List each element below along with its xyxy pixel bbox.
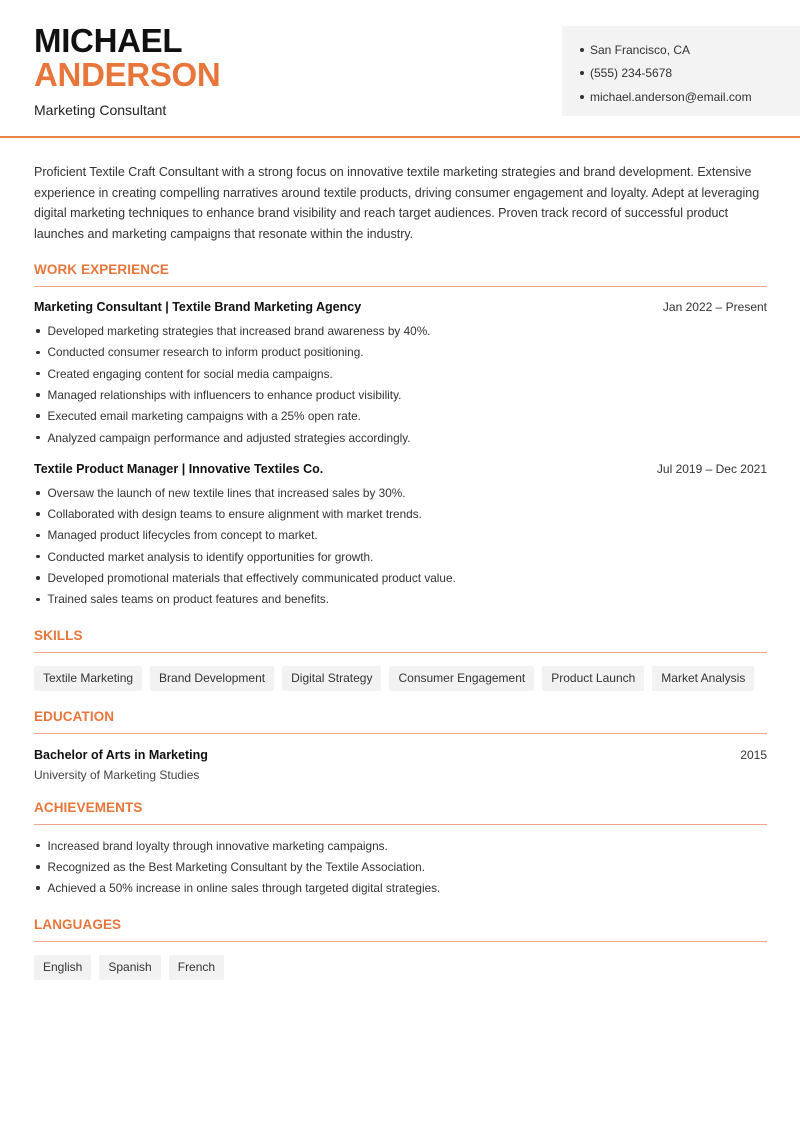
bullet-icon xyxy=(36,436,40,440)
bullet-icon xyxy=(36,491,40,495)
list-item: Created engaging content for social media campaigns. xyxy=(34,363,767,384)
bullet-icon xyxy=(36,372,40,376)
list-item: Managed product lifecycles from concept to market. xyxy=(34,525,767,546)
contact-phone xyxy=(580,62,800,86)
bullet-icon xyxy=(36,393,40,397)
section-title: WORK EXPERIENCE xyxy=(34,262,767,287)
bullet-icon xyxy=(36,886,40,890)
achievements-section xyxy=(34,800,767,899)
bullet-icon xyxy=(580,71,584,75)
bullet-icon xyxy=(36,329,40,333)
job-role: Marketing Consultant | Textile Brand Marketing Agency xyxy=(34,300,362,315)
list-item: Conducted market analysis to identify opportunities for growth. xyxy=(34,546,767,567)
skill-tag: Digital Strategy xyxy=(282,666,381,691)
job-bullets xyxy=(34,320,767,448)
language-tag: English xyxy=(34,955,91,980)
language-tag: French xyxy=(169,955,224,980)
name-block xyxy=(34,24,220,118)
graduation-year: 2015 xyxy=(740,747,767,762)
list-item: Increased brand loyalty through innovative marketing campaigns. xyxy=(34,835,767,856)
skill-tags xyxy=(34,666,767,691)
list-item: Executed email marketing campaigns with a 25% open rate. xyxy=(34,406,767,427)
list-item: Analyzed campaign performance and adjusted strategies accordingly. xyxy=(34,427,767,448)
contact-box xyxy=(562,26,800,116)
section-title: ACHIEVEMENTS xyxy=(34,800,767,825)
skill-tag: Product Launch xyxy=(542,666,644,691)
list-item: Developed marketing strategies that increased brand awareness by 40%. xyxy=(34,320,767,341)
location-text: San Francisco, CA xyxy=(590,42,691,57)
bullet-icon xyxy=(36,865,40,869)
contact-email xyxy=(580,85,800,109)
list-item: Conducted consumer research to inform product positioning. xyxy=(34,342,767,363)
list-item: Oversaw the launch of new textile lines that increased sales by 30%. xyxy=(34,482,767,503)
bullet-icon xyxy=(36,598,40,602)
last-name: ANDERSON xyxy=(34,56,221,93)
email-text: michael.anderson@email.com xyxy=(590,89,752,104)
skill-tag: Brand Development xyxy=(150,666,274,691)
education-section xyxy=(34,709,767,782)
list-item: Achieved a 50% increase in online sales through targeted digital strategies. xyxy=(34,878,767,899)
achievement-list xyxy=(34,835,767,899)
list-item: Collaborated with design teams to ensure alignment with market trends. xyxy=(34,503,767,524)
language-tag: Spanish xyxy=(99,955,160,980)
bullet-icon xyxy=(36,576,40,580)
bullet-icon xyxy=(36,512,40,516)
list-item: Trained sales teams on product features and benefits. xyxy=(34,589,767,610)
languages-section xyxy=(34,917,767,980)
skills-section xyxy=(34,628,767,691)
section-title: EDUCATION xyxy=(34,709,767,734)
bullet-icon xyxy=(580,48,584,52)
work-experience-section xyxy=(34,262,767,610)
bullet-icon xyxy=(36,534,40,538)
resume-header xyxy=(0,0,800,138)
job-entry xyxy=(34,462,767,610)
bullet-icon xyxy=(36,844,40,848)
degree: Bachelor of Arts in Marketing xyxy=(34,747,208,762)
job-dates: Jul 2019 – Dec 2021 xyxy=(656,462,767,477)
job-bullets xyxy=(34,482,767,610)
list-item: Recognized as the Best Marketing Consultant by the Textile Association. xyxy=(34,856,767,877)
bullet-icon xyxy=(36,555,40,559)
bullet-icon xyxy=(36,351,40,355)
first-name: MICHAEL xyxy=(34,22,183,59)
summary: Proficient Textile Craft Consultant with a strong focus on innovative textile marketing strategies and brand development. Extensive experience in creating compelling narratives around textile products, driving consumer engagement and loyalty. Adept at leveraging digital marketing techniques to enhance brand visibility and reach target audiences. Proven track record of successful product launches and marketing campaigns that resonate within the industry. xyxy=(34,165,760,241)
bullet-icon xyxy=(580,95,584,99)
section-title: LANGUAGES xyxy=(34,917,767,942)
resume-body xyxy=(34,162,767,980)
job-role: Textile Product Manager | Innovative Textiles Co. xyxy=(34,462,324,477)
school: University of Marketing Studies xyxy=(34,767,200,782)
section-title: SKILLS xyxy=(34,628,767,653)
list-item: Developed promotional materials that effectively communicated product value. xyxy=(34,567,767,588)
job-title: Marketing Consultant xyxy=(34,102,167,118)
job-dates: Jan 2022 – Present xyxy=(662,300,767,315)
bullet-icon xyxy=(36,414,40,418)
list-item: Managed relationships with influencers to enhance product visibility. xyxy=(34,384,767,405)
skill-tag: Market Analysis xyxy=(652,666,754,691)
language-tags xyxy=(34,955,767,980)
skill-tag: Consumer Engagement xyxy=(389,666,534,691)
skill-tag: Textile Marketing xyxy=(34,666,142,691)
phone-text: (555) 234-5678 xyxy=(590,66,673,81)
contact-location xyxy=(580,38,800,62)
job-entry xyxy=(34,300,767,448)
